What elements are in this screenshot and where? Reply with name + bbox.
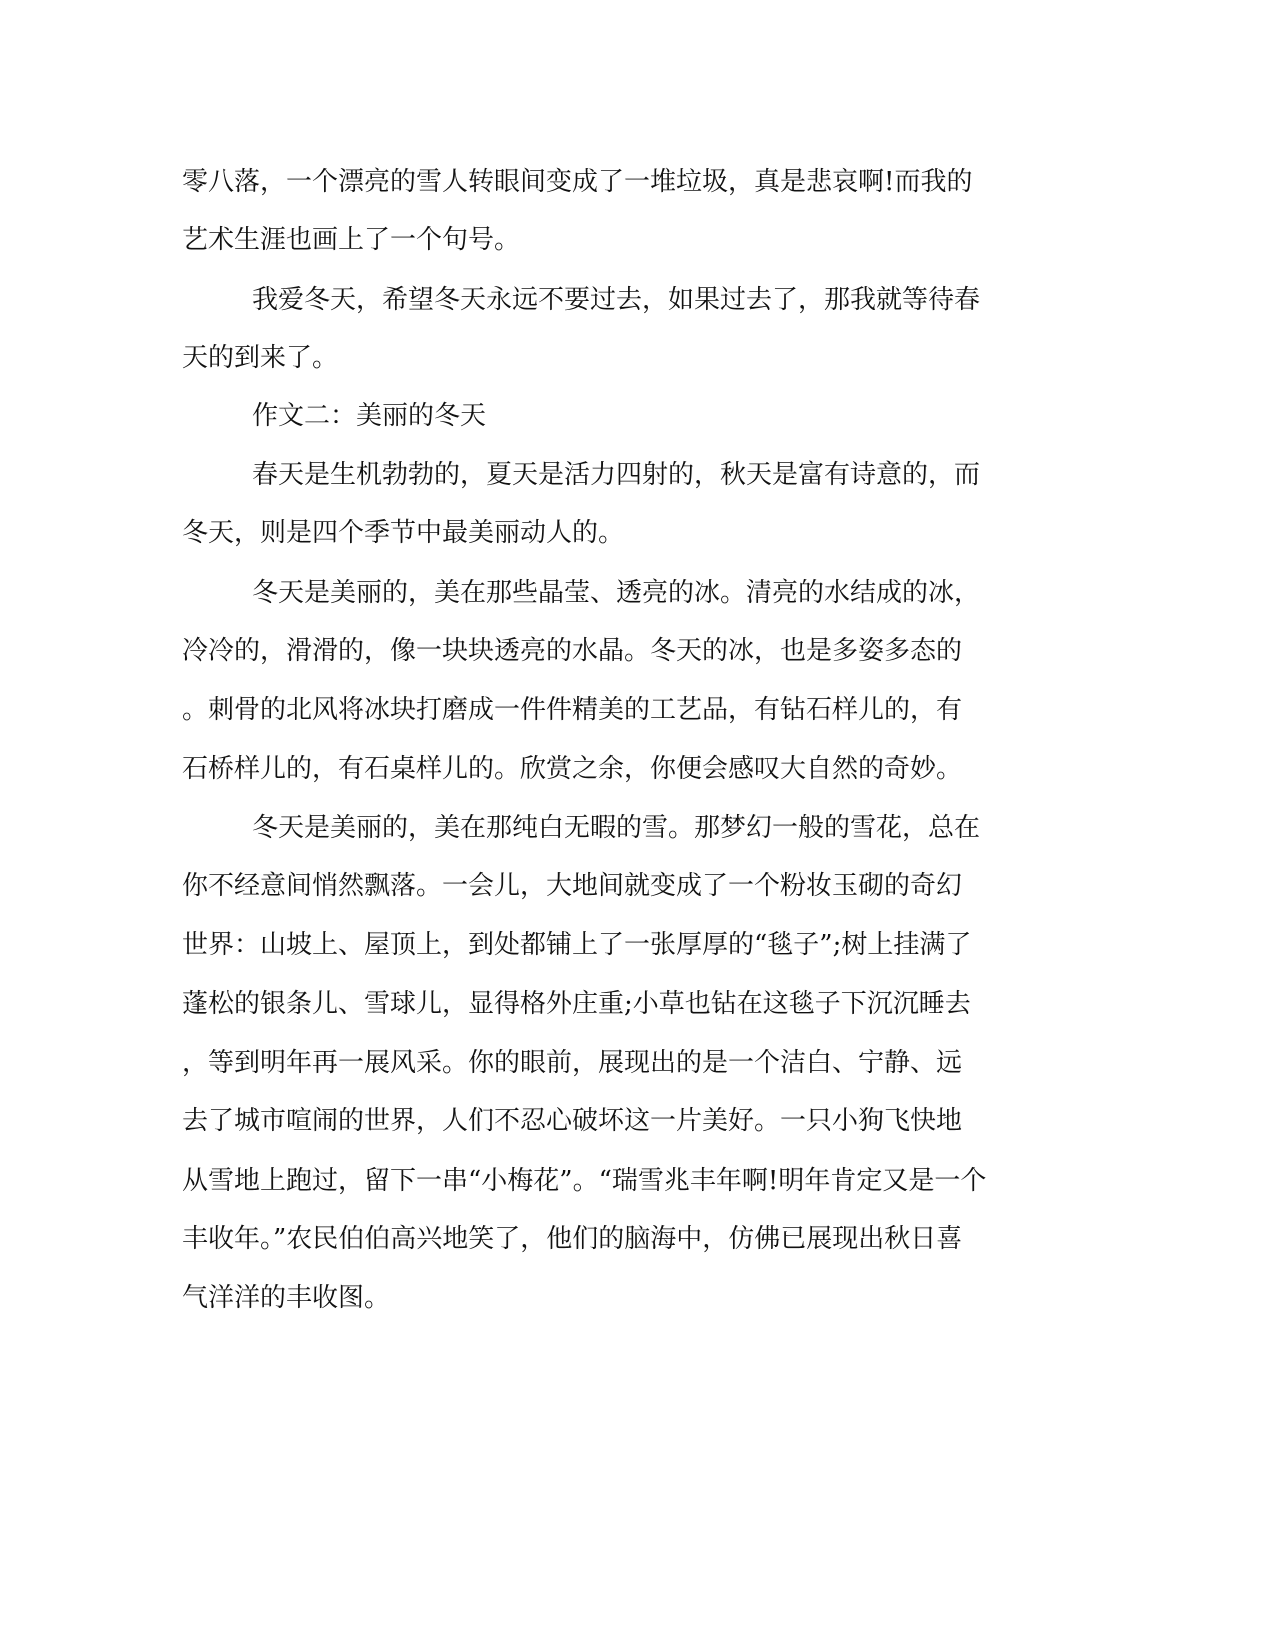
text-line: 。刺骨的北风将冰块打磨成一件件精美的工艺品，有钻石样儿的，有 (182, 695, 963, 725)
text-line: 丰收年。”农民伯伯高兴地笑了，他们的脑海中，仿佛已展现出秋日喜 (182, 1224, 963, 1254)
text-line: 冬天是美丽的，美在那些晶莹、透亮的冰。清亮的水结成的冰， (252, 578, 981, 608)
text-line: 零八落，一个漂亮的雪人转眼间变成了一堆垃圾，真是悲哀啊!而我的 (182, 167, 973, 197)
text-line: 冬天，则是四个季节中最美丽动人的。 (182, 518, 625, 548)
text-line: 艺术生涯也画上了一个句号。 (182, 225, 521, 255)
text-line: 去了城市喧闹的世界，人们不忍心破坏这一片美好。一只小狗飞快地 (182, 1106, 963, 1136)
text-line: 从雪地上跑过，留下一串“小梅花”。“瑞雪兆丰年啊!明年肯定又是一个 (182, 1166, 987, 1196)
text-line: 气洋洋的丰收图。 (182, 1283, 391, 1313)
text-line: ，等到明年再一展风采。你的眼前，展现出的是一个洁白、宁静、远 (182, 1048, 963, 1078)
text-line: 蓬松的银条儿、雪球儿，显得格外庄重;小草也钻在这毯子下沉沉睡去 (182, 989, 971, 1019)
text-line: 春天是生机勃勃的，夏天是活力四射的，秋天是富有诗意的，而 (252, 460, 981, 490)
text-line: 世界：山坡上、屋顶上，到处都铺上了一张厚厚的“毯子”;树上挂满了 (182, 930, 972, 960)
text-line: 石桥样儿的，有石桌样儿的。欣赏之余，你便会感叹大自然的奇妙。 (182, 754, 963, 784)
text-line: 冬天是美丽的，美在那纯白无暇的雪。那梦幻一般的雪花，总在 (252, 813, 981, 843)
section-heading: 作文二：美丽的冬天 (252, 401, 487, 431)
text-line: 我爱冬天，希望冬天永远不要过去，如果过去了，那我就等待春 (252, 285, 981, 315)
text-line: 你不经意间悄然飘落。一会儿，大地间就变成了一个粉妆玉砌的奇幻 (182, 871, 963, 901)
text-line: 冷冷的，滑滑的，像一块块透亮的水晶。冬天的冰，也是多姿多态的 (182, 636, 963, 666)
text-line: 天的到来了。 (182, 343, 339, 373)
